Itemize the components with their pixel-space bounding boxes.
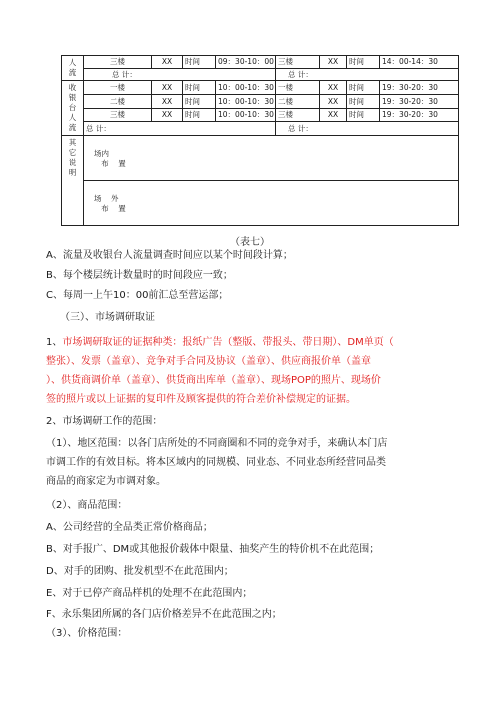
table-cell: 09：30-10：00 bbox=[216, 56, 276, 69]
evidence-types-line-1 bbox=[46, 335, 466, 350]
table-row bbox=[62, 68, 459, 81]
table-cell: 一楼 bbox=[276, 81, 320, 95]
region-scope-line-1: （1）、地区范围：以各门店所处的不同商圈和不同的竞争对手，来确认本门店 bbox=[46, 438, 388, 449]
section-heading: （三）、市场调研取证 bbox=[60, 312, 155, 323]
table-cell: 三楼 bbox=[84, 108, 152, 122]
table-cell: 19：30-20：30 bbox=[380, 81, 459, 95]
table-cell: XX bbox=[320, 56, 347, 69]
price-scope-heading: （3）、价格范围： bbox=[46, 628, 128, 639]
note-a: A、流量及收银台人流量调查时间应以某个时间段计算； bbox=[46, 250, 293, 261]
table-cell: 时间 bbox=[347, 56, 380, 69]
table-cell: 10：00-10：30 bbox=[216, 94, 276, 108]
total-cell-right: 总 计： bbox=[276, 122, 459, 136]
table-cell: 三楼 bbox=[84, 56, 152, 69]
table-cell: 时间 bbox=[347, 81, 380, 95]
product-scope-b: B、对手报广、DM或其他报价载体中限量、抽奖产生的特价机不在此范围； bbox=[46, 544, 380, 555]
product-scope-f: F、永乐集团所属的各门店价格差异不在此范围之内； bbox=[46, 609, 282, 620]
table-cell: 三楼 bbox=[276, 108, 320, 122]
table-cell: 时间 bbox=[183, 81, 216, 95]
table-cell: 时间 bbox=[183, 56, 216, 69]
region-scope-line-3: 商品的商家定为市调对象。 bbox=[46, 476, 166, 487]
table-cell: 时间 bbox=[347, 94, 380, 108]
scope-heading: 2、市场调研工作的范围： bbox=[46, 416, 163, 427]
table-row bbox=[62, 56, 459, 69]
item-number: 1、 bbox=[46, 337, 63, 348]
traffic-survey-table bbox=[61, 55, 459, 226]
table-cell: 一楼 bbox=[84, 81, 152, 95]
table-cell: 二楼 bbox=[276, 94, 320, 108]
table-cell: 19：30-20：30 bbox=[380, 108, 459, 122]
product-scope-d: D、对手的团购、批发机型不在此范围内； bbox=[46, 566, 234, 577]
product-scope-heading: （2）、商品范围： bbox=[46, 500, 128, 511]
total-cell-left: 总 计： bbox=[84, 122, 276, 136]
evidence-types-line-3: ）、供货商调价单（盖章）、供货商出库单（盖章）、现场POP的照片、现场价 bbox=[46, 375, 381, 386]
table-row bbox=[62, 136, 459, 181]
product-scope-a: A、公司经营的全品类正常价格商品； bbox=[46, 522, 213, 533]
note-c: C、每周一上午10：00前汇总至营运部； bbox=[46, 290, 229, 301]
section-label-other: 其它说明 bbox=[62, 136, 84, 226]
note-inside-layout: 场内 布 置 bbox=[84, 136, 459, 181]
table-cell: 二楼 bbox=[84, 94, 152, 108]
table-cell: 10：00-10：30 bbox=[216, 81, 276, 95]
table-row bbox=[62, 81, 459, 95]
table-cell: XX bbox=[152, 94, 183, 108]
total-cell-left: 总 计： bbox=[84, 68, 276, 81]
note-b: B、每个楼层统计数量时的时间段应一致； bbox=[46, 270, 233, 281]
table-cell: 10：00-10：30 bbox=[216, 108, 276, 122]
table-cell: XX bbox=[320, 94, 347, 108]
note-outside-layout: 场 外 布 置 bbox=[84, 181, 459, 226]
table-cell: 三楼 bbox=[276, 56, 320, 69]
table-cell: 19：30-20：30 bbox=[380, 94, 459, 108]
evidence-text: 市场调研取证的证据种类：报纸广告（整版、带报头、带日期）、DM单页（ bbox=[62, 337, 394, 348]
section-label-checkout: 收银台人流 bbox=[62, 81, 84, 136]
table-cell: XX bbox=[320, 108, 347, 122]
table-cell: 时间 bbox=[347, 108, 380, 122]
table-cell: XX bbox=[152, 56, 183, 69]
table-row bbox=[62, 181, 459, 226]
region-scope-line-2: 市调工作的有效目标。将本区域内的同规模、同业态、不同业态所经营同品类 bbox=[46, 457, 386, 468]
evidence-types-line-4: 签的照片或以上证据的复印件及顾客提供的符合差价补偿规定的证据。 bbox=[46, 394, 356, 405]
total-cell-right: 总 计： bbox=[276, 68, 459, 81]
section-label-traffic: 人流 bbox=[62, 56, 84, 81]
table-cell: 14：00-14：30 bbox=[380, 56, 459, 69]
table-row bbox=[62, 94, 459, 108]
product-scope-e: E、对于已停产商品样机的处理不在此范围内； bbox=[46, 588, 253, 599]
table-cell: 时间 bbox=[183, 94, 216, 108]
table-cell: 时间 bbox=[183, 108, 216, 122]
table-cell: XX bbox=[320, 81, 347, 95]
table-cell: XX bbox=[152, 81, 183, 95]
table-cell: XX bbox=[152, 108, 183, 122]
table-caption: （表七） bbox=[230, 237, 270, 248]
evidence-types-line-2: 整张）、发票（盖章）、竞争对手合同及协议（盖章）、供应商报价单（盖章 bbox=[46, 356, 371, 367]
table-row bbox=[62, 122, 459, 136]
table-row bbox=[62, 108, 459, 122]
